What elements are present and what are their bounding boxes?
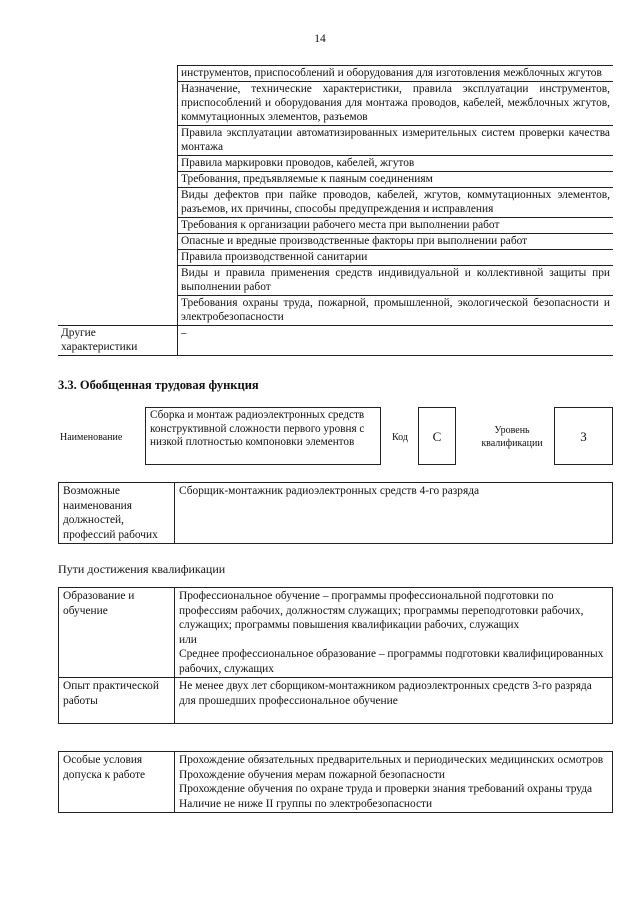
experience-label: Опыт практической работы xyxy=(59,678,175,724)
page-number: 14 xyxy=(314,33,326,45)
qualification-level-label: Уровень квалификации xyxy=(481,425,543,449)
knowledge-item: Требования, предъявляемые к паяным соединениям xyxy=(178,172,614,188)
qualification-level-value: 3 xyxy=(554,407,613,465)
function-name-label: Наименование xyxy=(60,432,123,443)
conditions-value xyxy=(175,752,613,813)
knowledge-item: Правила эксплуатации автоматизированных измерительных систем проверки качества монтажа xyxy=(178,126,614,156)
education-value xyxy=(175,588,613,678)
admission-conditions-table xyxy=(58,751,613,813)
knowledge-item: Требования к организации рабочего места при выполнении работ xyxy=(178,218,614,234)
education-line: Профессиональное обучение – программы профессиональной подготовки по профессиям рабочих, должностям служащих; программы переподготовки рабочих, служащих; программы повышения квалификации рабочих, служащих xyxy=(179,590,584,631)
condition-line: Прохождение обучения мерам пожарной безопасности xyxy=(179,768,445,781)
positions-label: Возможные наименования должностей, профессий рабочих xyxy=(59,483,175,544)
other-characteristics-value: – xyxy=(178,326,614,356)
knowledge-item: Опасные и вредные производственные факторы при выполнении работ xyxy=(178,234,614,250)
function-code-value: С xyxy=(418,407,456,465)
condition-line: Наличие не ниже II группы по электробезопасности xyxy=(179,797,433,810)
conditions-label: Особые условия допуска к работе xyxy=(59,752,175,813)
positions-table xyxy=(58,482,613,544)
knowledge-item: Назначение, технические характеристики, правила эксплуатации инструментов, приспособлений и оборудования для монтажа проводов, кабелей, межблочных жгутов, коммутационных элементов, разъемов xyxy=(178,82,614,126)
knowledge-item: Виды и правила применения средств индивидуальной и коллективной защиты при выполнении работ xyxy=(178,266,614,296)
qualification-paths-table xyxy=(58,587,613,724)
function-code-label: Код xyxy=(392,432,408,443)
condition-line: Прохождение обязательных предварительных и периодических медицинских осмотров xyxy=(179,754,604,766)
function-name-value: Сборка и монтаж радиоэлектронных средств конструктивной сложности первого уровня с низкой плотностью компоновки элементов xyxy=(145,407,381,465)
experience-value: Не менее двух лет сборщиком-монтажником радиоэлектронных средств 3-го разряда для прошедших профессиональное обучение xyxy=(175,678,613,724)
knowledge-item: инструментов, приспособлений и оборудования для изготовления межблочных жгутов xyxy=(178,66,614,82)
knowledge-item: Виды дефектов при пайке проводов, кабелей, жгутов, коммутационных элементов, разъемов, их причины, способы предупреждения и исправления xyxy=(178,188,614,218)
paths-title: Пути достижения квалификации xyxy=(58,562,226,576)
knowledge-item: Правила производственной санитарии xyxy=(178,250,614,266)
education-line: или xyxy=(179,633,197,646)
education-line: Среднее профессиональное образование – программы подготовки квалифицированных рабочих, служащих xyxy=(179,648,604,675)
education-label: Образование и обучение xyxy=(59,588,175,678)
positions-value: Сборщик-монтажник радиоэлектронных средств 4-го разряда xyxy=(175,483,613,544)
section-title: 3.3. Обобщенная трудовая функция xyxy=(58,378,259,392)
knowledge-item: Требования охраны труда, пожарной, промышленной, экологической безопасности и электробезопасности xyxy=(178,296,614,326)
other-characteristics-label: Другие характеристики xyxy=(58,326,178,356)
knowledge-item: Правила маркировки проводов, кабелей, жгутов xyxy=(178,156,614,172)
knowledge-continuation-table xyxy=(58,65,613,356)
condition-line: Прохождение обучения по охране труда и проверки знания требований охраны труда xyxy=(179,783,593,795)
